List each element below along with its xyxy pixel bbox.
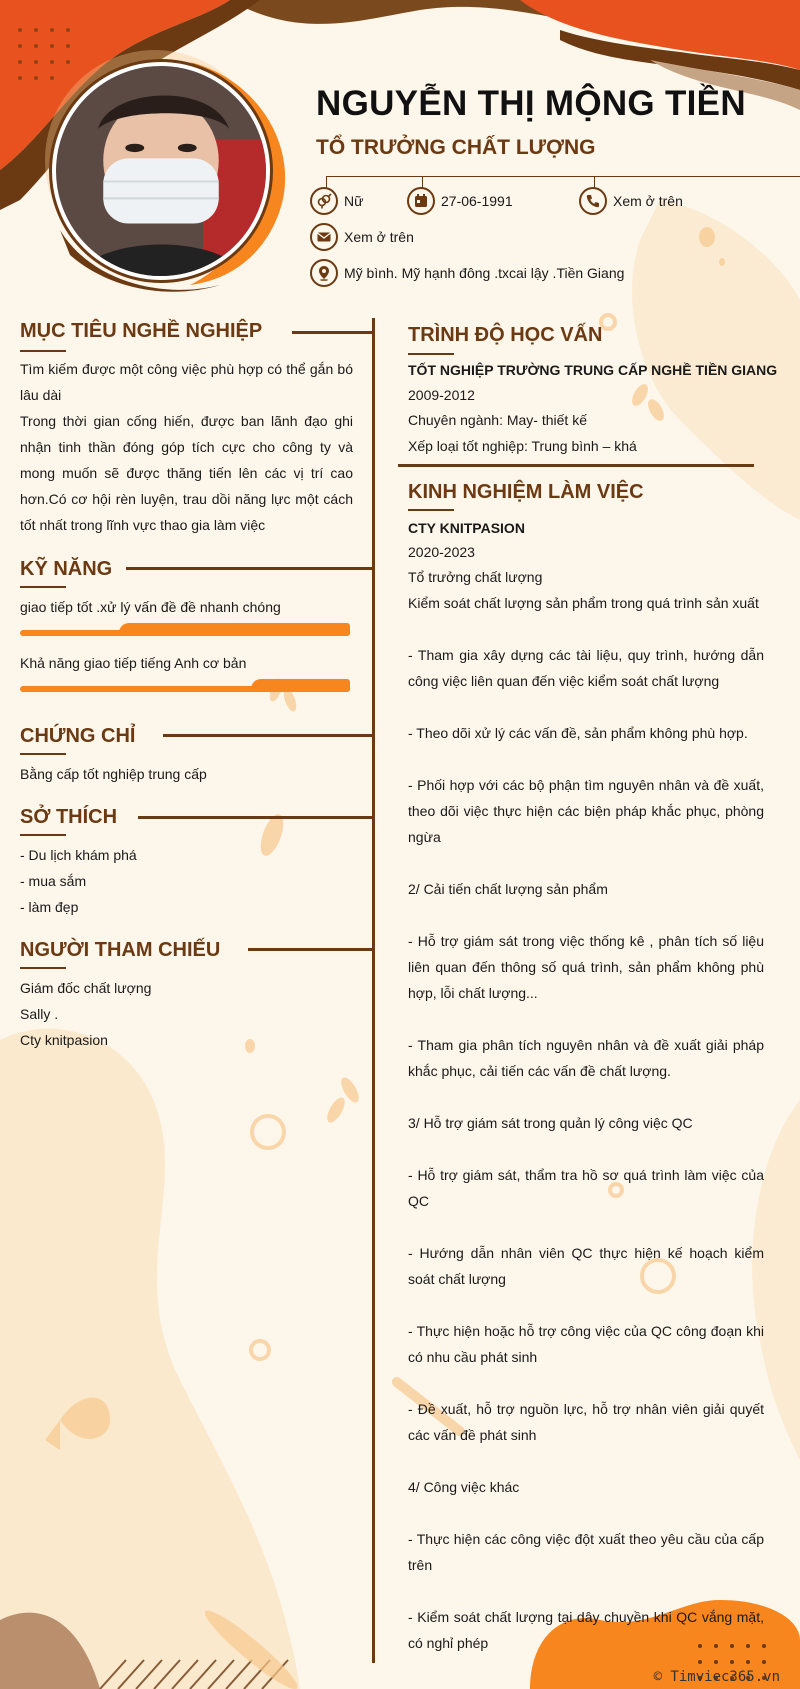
education-years: 2009-2012 [408,387,475,403]
gender-value: Nữ [344,193,364,209]
calendar-icon [407,187,435,215]
experience-line: 4/ Công việc khác [408,1479,520,1495]
experience-line: - Thực hiện hoặc hỗ trợ công việc của QC công đoạn khi có nhu cầu phát sinh [408,1323,764,1365]
profile-photo [52,62,270,280]
experience-line: - Hỗ trợ giám sát, thẩm tra hồ sơ quá trình làm việc của QC [408,1167,764,1209]
section-underline [20,834,66,836]
birthday-value: 27-06-1991 [441,193,513,209]
section-underline [20,350,66,352]
phone-value: Xem ở trên [613,193,683,209]
experience-line: 2/ Cải tiến chất lượng sản phẩm [408,881,608,897]
section-underline [20,967,66,969]
education-grade: Xếp loại tốt nghiệp: Trung bình – khá [408,438,637,454]
experience-line: 3/ Hỗ trợ giám sát trong quản lý công việc QC [408,1115,693,1131]
section-underline [408,509,454,511]
skill-label: Khả năng giao tiếp tiếng Anh cơ bản [20,655,247,671]
info-gender [310,187,363,215]
experience-line: - Thực hiện các công việc đột xuất theo yêu cầu của cấp trên [408,1531,764,1573]
reference-item: Cty knitpasion [20,1032,108,1048]
address-value: Mỹ bình. Mỹ hạnh đông .txcai lậy .Tiền Giang [344,265,625,281]
copyright-text: © Timviec365.vn [653,1669,780,1685]
experience-line: - Đề xuất, hỗ trợ nguồn lực, hỗ trợ nhân viên giải quyết các vấn đề phát sinh [408,1401,764,1443]
objective-paragraph-1: Tìm kiếm được một công việc phù hợp có thể gắn bó lâu dài [20,361,353,403]
section-title-experience: KINH NGHIỆM LÀM VIỆC [408,481,644,503]
candidate-name: NGUYỄN THỊ MỘNG TIỀN [316,84,746,123]
experience-line: - Phối hợp với các bộ phận tìm nguyên nhân và đề xuất, theo dõi việc thực hiện các biện pháp khắc phục, phòng ngừa [408,777,764,845]
job-title: TỔ TRƯỞNG CHẤT LƯỢNG [316,136,596,159]
skill-level-bar [20,623,350,637]
email-icon [310,223,338,251]
section-title-skills: KỸ NĂNG [20,558,113,580]
section-rule [292,331,374,334]
skill-label: giao tiếp tốt .xử lý vấn đề đề nhanh chóng [20,599,281,615]
column-divider [372,318,375,1663]
skill-level-bar [20,679,350,693]
section-title-certificates: CHỨNG CHỈ [20,725,136,747]
section-rule [126,567,374,570]
section-title-objective: MỤC TIÊU NGHỀ NGHIỆP [20,320,263,342]
hobby-item: - làm đẹp [20,899,79,915]
section-underline [408,353,454,355]
experience-position: Tổ trưởng chất lượng [408,569,543,585]
section-underline [20,753,66,755]
gender-icon [310,187,338,215]
reference-item: Giám đốc chất lượng [20,980,152,996]
info-divider [326,176,800,177]
experience-line: - Theo dõi xử lý các vấn đề, sản phẩm không phù hợp. [408,725,748,741]
location-icon [310,259,338,287]
experience-company: CTY KNITPASION [408,520,525,536]
experience-line: Kiểm soát chất lượng sản phẩm trong quá trình sản xuất [408,595,759,611]
skill-bar-fill [251,679,350,692]
info-email [310,223,414,251]
experience-line: - Hỗ trợ giám sát trong việc thống kê , phân tích số liệu liên quan đến thông số quá trình, sản phẩm không phù hợp, lỗi chất lượng... [408,933,764,1001]
section-rule [163,734,374,737]
certificate-item: Bằng cấp tốt nghiệp trung cấp [20,766,207,782]
info-phone [579,187,683,215]
phone-icon [579,187,607,215]
experience-line: - Hướng dẫn nhân viên QC thực hiện kế hoạch kiểm soát chất lượng [408,1245,764,1287]
experience-line: - Tham gia phân tích nguyên nhân và đề xuất giải pháp khắc phục, cải tiến các vấn đề chất lượng. [408,1037,764,1079]
section-title-references: NGƯỜI THAM CHIẾU [20,939,221,961]
avatar-illustration [56,66,266,276]
section-title-hobbies: SỞ THÍCH [20,806,118,828]
section-underline [20,586,66,588]
section-rule [248,948,374,951]
hobby-item: - mua sắm [20,873,87,889]
info-birthday [407,187,513,215]
reference-item: Sally . [20,1006,59,1022]
section-rule [138,816,374,819]
education-major: Chuyên ngành: May- thiết kế [408,412,587,428]
experience-line: - Tham gia xây dựng các tài liệu, quy trình, hướng dẫn công việc liên quan đến việc kiểm soát chất lượng [408,647,764,689]
experience-line: - Kiểm soát chất lượng tại dây chuyền khi QC vắng mặt, có nghỉ phép [408,1609,764,1651]
email-value: Xem ở trên [344,229,414,245]
hobby-item: - Du lịch khám phá [20,847,137,863]
section-rule [398,464,754,467]
objective-paragraph-2: Trong thời gian cống hiến, được ban lãnh đạo ghi nhận tinh thần đóng góp tích cực cho công ty và mong muốn sẽ được thăng tiến lên các vị trí cao hơn.Có cơ hội rèn luyện, trau dồi năng lực một cách tốt nhất trong lĩnh vực thao gia làm việc [20,413,353,533]
experience-years: 2020-2023 [408,544,475,560]
education-school: TỐT NGHIỆP TRƯỜNG TRUNG CẤP NGHỀ TIỀN GIANG [408,362,778,378]
skill-bar-fill [119,623,350,636]
section-title-education: TRÌNH ĐỘ HỌC VẤN [408,324,603,346]
info-address [310,259,624,287]
